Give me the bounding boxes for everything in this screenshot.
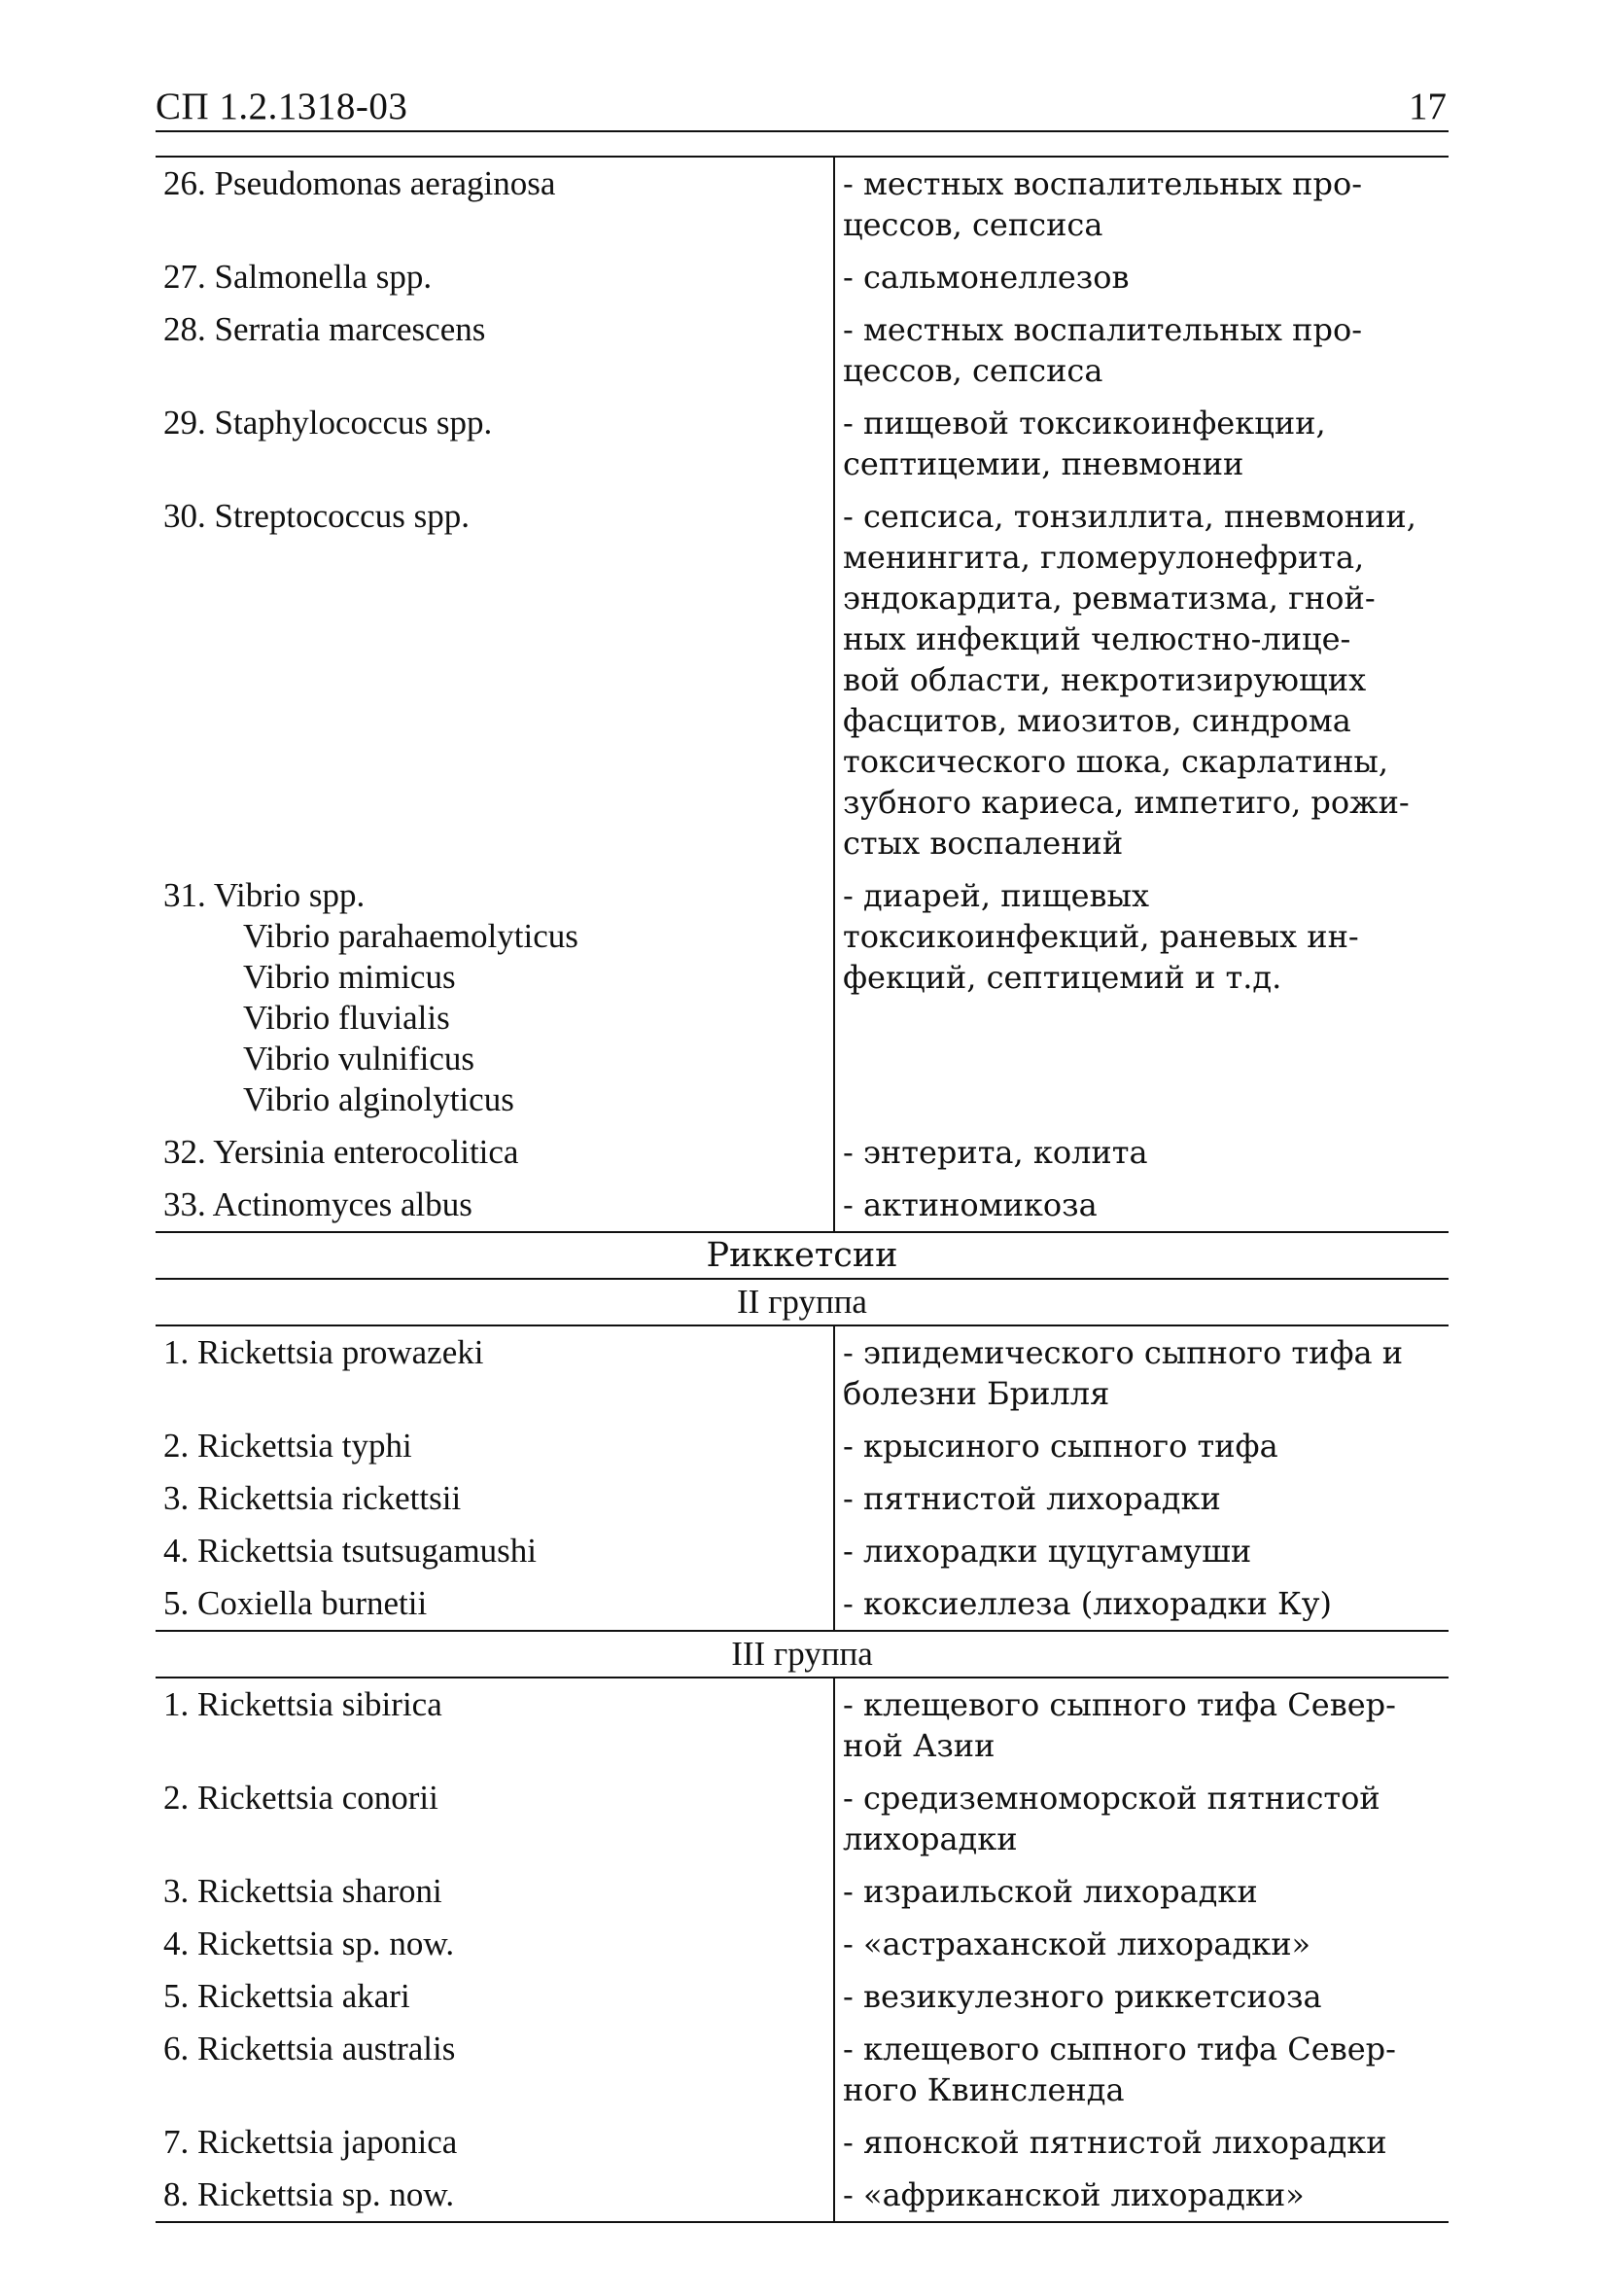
organism-species: Vibrio parahaemolyticus <box>243 917 578 955</box>
organism-cell <box>156 1918 835 1970</box>
disease-cell <box>835 2169 1449 2221</box>
table-row <box>156 1326 1449 1420</box>
group-title-ii: II группа <box>156 1280 1449 1326</box>
table-row <box>156 490 1449 869</box>
disease-text-line: - эпидемического сыпного тифа и <box>843 1334 1404 1371</box>
disease-text-line: вой области, некротизирующих <box>843 661 1367 698</box>
organism-cell <box>156 1577 835 1630</box>
organism-name: 26. Pseudomonas aeraginosa <box>163 164 556 202</box>
disease-cell <box>835 1179 1449 1231</box>
organism-name: 31. Vibrio spp. <box>163 876 366 914</box>
disease-text-line: септицемии, пневмонии <box>843 445 1244 482</box>
table-row <box>156 1772 1449 1865</box>
organism-cell <box>156 2116 835 2169</box>
disease-text-line: токсического шока, скарлатины, <box>843 743 1389 780</box>
disease-text-line: - энтерита, колита <box>843 1134 1148 1171</box>
disease-text-line: - «астраханской лихорадки» <box>843 1925 1311 1962</box>
organism-cell <box>156 2023 835 2116</box>
disease-cell <box>835 303 1449 397</box>
organism-name: 3. Rickettsia sharoni <box>163 1872 442 1910</box>
organism-species: Vibrio vulnificus <box>243 1040 475 1077</box>
organism-cell <box>156 158 835 251</box>
organism-name: 6. Rickettsia australis <box>163 2030 456 2067</box>
disease-text-line: - сальмонеллезов <box>843 259 1130 296</box>
organism-species: Vibrio mimicus <box>243 958 456 996</box>
disease-text-line: - японской пятнистой лихорадки <box>843 2124 1387 2161</box>
disease-text-line: - пятнистой лихорадки <box>843 1480 1221 1517</box>
disease-text-line: фасцитов, миозитов, синдрома <box>843 702 1351 739</box>
disease-text-line: - крысиного сыпного тифа <box>843 1428 1278 1465</box>
table-row <box>156 1678 1449 1772</box>
table-row <box>156 2023 1449 2116</box>
table-row <box>156 1865 1449 1918</box>
organism-cell <box>156 1179 835 1231</box>
disease-cell <box>835 1472 1449 1525</box>
table-row <box>156 158 1449 251</box>
disease-text-line: цессов, сепсиса <box>843 206 1103 243</box>
disease-text-line: ных инфекций челюстно-лице- <box>843 620 1351 657</box>
disease-cell <box>835 1326 1449 1420</box>
organism-name: 7. Rickettsia japonica <box>163 2123 458 2161</box>
disease-text-line: - лихорадки цуцугамуши <box>843 1533 1252 1570</box>
page-header <box>156 80 1449 132</box>
organism-cell <box>156 1326 835 1420</box>
organism-name: 4. Rickettsia sp. now. <box>163 1925 455 1962</box>
disease-text-line: стых воспалений <box>843 825 1124 862</box>
disease-cell <box>835 490 1449 869</box>
table-row <box>156 397 1449 490</box>
bacteria-table-body <box>156 158 1449 1231</box>
disease-text-line: - местных воспалительных про- <box>843 311 1363 348</box>
disease-text-line: - клещевого сыпного тифа Север- <box>843 2031 1396 2067</box>
disease-text-line: ного Квинсленда <box>843 2071 1125 2108</box>
disease-cell <box>835 1772 1449 1865</box>
organism-name: 30. Streptococcus spp. <box>163 497 470 535</box>
group-ii-table-body <box>156 1326 1449 1632</box>
table-row <box>156 1420 1449 1472</box>
disease-text-line: - пищевой токсикоинфекции, <box>843 405 1326 442</box>
disease-text-line: - местных воспалительных про- <box>843 165 1363 202</box>
disease-text-line: менингита, гломерулонефрита, <box>843 539 1365 576</box>
table-row <box>156 1472 1449 1525</box>
disease-cell <box>835 1865 1449 1918</box>
disease-text-line: ной Азии <box>843 1727 996 1764</box>
organism-cell <box>156 1772 835 1865</box>
organism-cell <box>156 490 835 869</box>
disease-text-line: болезни Брилля <box>843 1375 1110 1412</box>
group-iii-table-body <box>156 1678 1449 2223</box>
table-row <box>156 1577 1449 1630</box>
disease-cell <box>835 251 1449 303</box>
table-row <box>156 251 1449 303</box>
disease-text-line: - «африканской лихорадки» <box>843 2176 1305 2213</box>
disease-text-line: - средиземноморской пятнистой <box>843 1780 1380 1817</box>
disease-text-line: - клещевого сыпного тифа Север- <box>843 1686 1396 1723</box>
disease-cell <box>835 1420 1449 1472</box>
organism-name: 27. Salmonella spp. <box>163 258 433 296</box>
organism-cell <box>156 1472 835 1525</box>
disease-cell <box>835 1577 1449 1630</box>
organism-name: 33. Actinomyces albus <box>163 1185 472 1223</box>
disease-text-line: эндокардита, ревматизма, гной- <box>843 580 1376 617</box>
disease-cell <box>835 2023 1449 2116</box>
organism-cell <box>156 397 835 490</box>
organism-cell <box>156 2169 835 2221</box>
disease-text-line: - диарей, пищевых <box>843 877 1150 914</box>
organism-cell <box>156 1678 835 1772</box>
group-title-iii: III группа <box>156 1632 1449 1678</box>
disease-cell <box>835 2116 1449 2169</box>
organism-name: 3. Rickettsia rickettsii <box>163 1479 462 1517</box>
table-row <box>156 869 1449 1126</box>
table-row <box>156 1126 1449 1179</box>
organism-name: 1. Rickettsia prowazeki <box>163 1333 484 1371</box>
disease-cell <box>835 1918 1449 1970</box>
pathogen-table <box>156 156 1449 2223</box>
organism-cell <box>156 1420 835 1472</box>
organism-cell <box>156 1126 835 1179</box>
table-row <box>156 2169 1449 2221</box>
organism-name: 4. Rickettsia tsutsugamushi <box>163 1532 538 1570</box>
organism-species: Vibrio fluvialis <box>243 999 450 1037</box>
disease-text-line: - израильской лихорадки <box>843 1873 1258 1910</box>
disease-cell <box>835 869 1449 1126</box>
disease-text-line: токсикоинфекций, раневых ин- <box>843 918 1359 955</box>
organism-cell <box>156 303 835 397</box>
table-row <box>156 1179 1449 1231</box>
organism-cell <box>156 251 835 303</box>
section-title-rickettsiae: Риккетсии <box>156 1231 1449 1280</box>
organism-name: 5. Rickettsia akari <box>163 1977 410 2015</box>
disease-text-line: - коксиеллеза (лихорадки Ку) <box>843 1585 1333 1622</box>
page-number: 17 <box>1409 86 1447 127</box>
organism-name: 1. Rickettsia sibirica <box>163 1685 442 1723</box>
organism-name: 2. Rickettsia conorii <box>163 1779 438 1817</box>
disease-cell <box>835 1678 1449 1772</box>
disease-text-line: лихорадки <box>843 1820 1018 1857</box>
organism-name: 28. Serratia marcescens <box>163 310 486 348</box>
disease-cell <box>835 1970 1449 2023</box>
disease-cell <box>835 397 1449 490</box>
disease-text-line: - сепсиса, тонзиллита, пневмонии, <box>843 498 1416 535</box>
organism-cell <box>156 1865 835 1918</box>
organism-name: 5. Coxiella burnetii <box>163 1584 428 1622</box>
table-row <box>156 1525 1449 1577</box>
table-row <box>156 1970 1449 2023</box>
table-row <box>156 2116 1449 2169</box>
disease-text-line: - актиномикоза <box>843 1186 1098 1223</box>
organism-cell <box>156 869 835 1126</box>
organism-name: 29. Staphylococcus spp. <box>163 404 493 442</box>
disease-text-line: зубного кариеса, импетиго, рожи- <box>843 784 1410 821</box>
organism-cell <box>156 1525 835 1577</box>
disease-text-line: цессов, сепсиса <box>843 352 1103 389</box>
document-code: СП 1.2.1318-03 <box>156 86 408 127</box>
organism-cell <box>156 1970 835 2023</box>
disease-cell <box>835 1126 1449 1179</box>
organism-species: Vibrio alginolyticus <box>243 1080 514 1118</box>
table-row <box>156 1918 1449 1970</box>
disease-text-line: фекций, септицемий и т.д. <box>843 959 1282 996</box>
disease-cell <box>835 1525 1449 1577</box>
organism-name: 32. Yersinia enterocolitica <box>163 1133 519 1171</box>
disease-text-line: - везикулезного риккетсиоза <box>843 1978 1322 2015</box>
organism-name: 2. Rickettsia typhi <box>163 1427 412 1465</box>
disease-cell <box>835 158 1449 251</box>
table-row <box>156 303 1449 397</box>
organism-name: 8. Rickettsia sp. now. <box>163 2175 455 2213</box>
